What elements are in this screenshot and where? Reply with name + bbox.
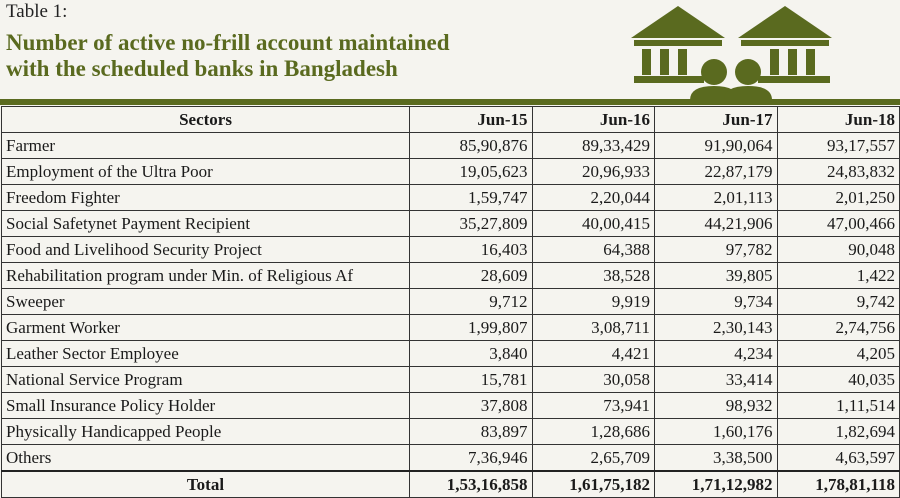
sector-name: Small Insurance Policy Holder — [2, 393, 410, 419]
cell-value: 28,609 — [410, 263, 533, 289]
sector-name: Rehabilitation program under Min. of Religious Af — [2, 263, 410, 289]
total-value: 1,78,81,118 — [777, 471, 900, 498]
sector-name: National Service Program — [2, 367, 410, 393]
cell-value: 1,28,686 — [532, 419, 655, 445]
bank-people-icon — [628, 2, 833, 100]
cell-value: 1,11,514 — [777, 393, 900, 419]
title-line-2: with the scheduled banks in Bangladesh — [6, 56, 398, 81]
cell-value: 91,90,064 — [655, 133, 778, 159]
cell-value: 22,87,179 — [655, 159, 778, 185]
cell-value: 3,08,711 — [532, 315, 655, 341]
cell-value: 2,01,113 — [655, 185, 778, 211]
table-row — [2, 133, 900, 159]
sector-name: Employment of the Ultra Poor — [2, 159, 410, 185]
cell-value: 2,65,709 — [532, 445, 655, 472]
cell-value: 1,82,694 — [777, 419, 900, 445]
cell-value: 1,422 — [777, 263, 900, 289]
cell-value: 2,20,044 — [532, 185, 655, 211]
cell-value: 2,30,143 — [655, 315, 778, 341]
person-right-body — [724, 86, 772, 100]
total-value: 1,61,75,182 — [532, 471, 655, 498]
table-row — [2, 315, 900, 341]
cell-value: 40,00,415 — [532, 211, 655, 237]
cell-value: 98,932 — [655, 393, 778, 419]
cell-value: 3,840 — [410, 341, 533, 367]
cell-value: 4,421 — [532, 341, 655, 367]
total-label: Total — [2, 471, 410, 498]
table-row — [2, 185, 900, 211]
header-jun-17: Jun-17 — [655, 107, 778, 133]
cell-value: 24,83,832 — [777, 159, 900, 185]
cell-value: 19,05,623 — [410, 159, 533, 185]
cell-value: 4,234 — [655, 341, 778, 367]
table-row — [2, 211, 900, 237]
cell-value: 4,63,597 — [777, 445, 900, 472]
cell-value: 85,90,876 — [410, 133, 533, 159]
total-value: 1,53,16,858 — [410, 471, 533, 498]
person-right-head — [735, 59, 761, 85]
table-row — [2, 419, 900, 445]
cell-value: 30,058 — [532, 367, 655, 393]
cell-value: 73,941 — [532, 393, 655, 419]
cell-value: 9,712 — [410, 289, 533, 315]
header-rule — [0, 99, 900, 105]
cell-value: 89,33,429 — [532, 133, 655, 159]
table-row — [2, 367, 900, 393]
cell-value: 47,00,466 — [777, 211, 900, 237]
sector-name: Others — [2, 445, 410, 472]
cell-value: 35,27,809 — [410, 211, 533, 237]
cell-value: 39,805 — [655, 263, 778, 289]
sector-name: Garment Worker — [2, 315, 410, 341]
total-value: 1,71,12,982 — [655, 471, 778, 498]
sector-name: Food and Livelihood Security Project — [2, 237, 410, 263]
cell-value: 1,99,807 — [410, 315, 533, 341]
cell-value: 40,035 — [777, 367, 900, 393]
table-row — [2, 393, 900, 419]
sector-name: Sweeper — [2, 289, 410, 315]
cell-value: 3,38,500 — [655, 445, 778, 472]
table-row — [2, 237, 900, 263]
sector-name: Physically Handicapped People — [2, 419, 410, 445]
cell-value: 33,414 — [655, 367, 778, 393]
cell-value: 9,742 — [777, 289, 900, 315]
left-bank-roof — [631, 6, 725, 38]
table-row — [2, 289, 900, 315]
person-left-head — [701, 59, 727, 85]
cell-value: 44,21,906 — [655, 211, 778, 237]
cell-value: 20,96,933 — [532, 159, 655, 185]
cell-value: 9,734 — [655, 289, 778, 315]
cell-value: 37,808 — [410, 393, 533, 419]
page-title — [6, 30, 566, 82]
sector-name: Leather Sector Employee — [2, 341, 410, 367]
sector-name: Social Safetynet Payment Recipient — [2, 211, 410, 237]
table-caption: Table 1: — [6, 1, 68, 22]
cell-value: 90,048 — [777, 237, 900, 263]
cell-value: 15,781 — [410, 367, 533, 393]
table-row — [2, 159, 900, 185]
accounts-table — [1, 106, 900, 498]
cell-value: 16,403 — [410, 237, 533, 263]
cell-value: 7,36,946 — [410, 445, 533, 472]
sector-name: Farmer — [2, 133, 410, 159]
cell-value: 2,01,250 — [777, 185, 900, 211]
sector-name: Freedom Fighter — [2, 185, 410, 211]
table-row — [2, 263, 900, 289]
total-row — [2, 471, 900, 498]
right-bank-roof — [738, 6, 832, 38]
cell-value: 93,17,557 — [777, 133, 900, 159]
title-line-1: Number of active no-frill account maintained — [6, 30, 450, 55]
cell-value: 1,59,747 — [410, 185, 533, 211]
header-jun-18: Jun-18 — [777, 107, 900, 133]
table-row — [2, 341, 900, 367]
cell-value: 64,388 — [532, 237, 655, 263]
cell-value: 97,782 — [655, 237, 778, 263]
table-header-row — [2, 107, 900, 133]
cell-value: 1,60,176 — [655, 419, 778, 445]
cell-value: 38,528 — [532, 263, 655, 289]
cell-value: 2,74,756 — [777, 315, 900, 341]
header-jun-15: Jun-15 — [410, 107, 533, 133]
header-sectors: Sectors — [2, 107, 410, 133]
cell-value: 83,897 — [410, 419, 533, 445]
cell-value: 4,205 — [777, 341, 900, 367]
table-row — [2, 445, 900, 472]
header-jun-16: Jun-16 — [532, 107, 655, 133]
cell-value: 9,919 — [532, 289, 655, 315]
